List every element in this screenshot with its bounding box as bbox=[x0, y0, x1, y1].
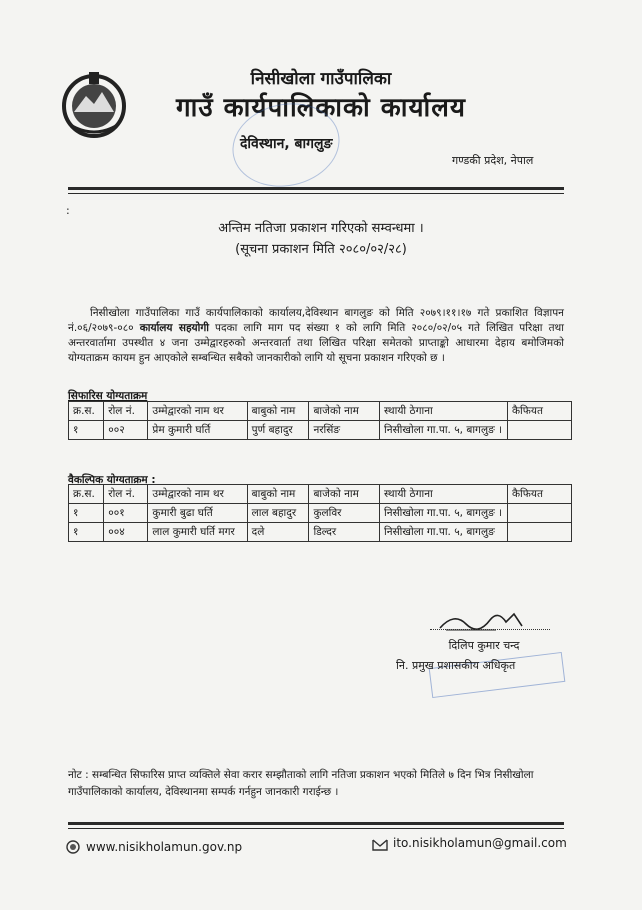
cell-grandfather: डिल्दर bbox=[309, 523, 380, 542]
body-part2: पदका लागि माग पद संख्या १ को लागि मिति २०८०/०२/०५ गते लिखित परिक्षा तथा अन्तरवार्तामा उपस्थीत ४ जना उम्मेद्वारहरुको अन्तरवार्ता तथा लिखित परिक्षा समेतको प्राप्ताङ्को आधारमा देहाय बमोजिमको योग्यताक्रम कायम हुन आएकोले सम्बन्धित सबैको जानकारीको लागि यो सूचना प्रकाशन गरिएको छ । bbox=[68, 322, 564, 364]
notice-subject bbox=[0, 218, 642, 260]
website-link[interactable]: www.nisikholamun.gov.np bbox=[86, 840, 243, 854]
cell-remarks bbox=[507, 421, 571, 440]
cell-father: लाल बहादुर bbox=[247, 504, 309, 523]
handwritten-signature bbox=[436, 608, 528, 636]
col-sn: क्र.स. bbox=[69, 402, 104, 421]
header-divider-thin bbox=[68, 193, 564, 194]
notice-body bbox=[68, 306, 564, 366]
col-name: उम्मेद्वारको नाम थर bbox=[148, 485, 247, 504]
col-address: स्थायी ठेगाना bbox=[380, 485, 508, 504]
cell-name: लाल कुमारी घर्ति मगर bbox=[148, 523, 247, 542]
table-header-row bbox=[69, 402, 572, 421]
table-header-row bbox=[69, 485, 572, 504]
office-address: देविस्थान, बागलुङ bbox=[240, 136, 333, 152]
notice-note: नोट : सम्बन्धित सिफारिस प्राप्त व्यक्तिले सेवा करार सम्झौताको लागि नतिजा प्रकाशन भएको मितिले ७ दिन भित्र निसीखोला गाउँपालिकाको कार्यालय, देविस्थानमा सम्पर्क गर्नहुन जानकारी गराईन्छ । bbox=[68, 769, 534, 798]
cell-roll: ००४ bbox=[104, 523, 148, 542]
email-link[interactable]: ito.nisikholamun@gmail.com bbox=[393, 836, 567, 850]
cell-roll: ००२ bbox=[104, 421, 148, 440]
publication-date-line: (सूचना प्रकाशन मिति २०८०/०२/२८) bbox=[235, 242, 407, 257]
table-row bbox=[69, 504, 572, 523]
cell-sn: १ bbox=[69, 504, 104, 523]
col-sn: क्र.स. bbox=[69, 485, 104, 504]
cell-father: पुर्ण बहादुर bbox=[247, 421, 309, 440]
alternate-table bbox=[68, 484, 572, 542]
col-remarks: कैफियत bbox=[507, 402, 571, 421]
col-grandfather: बाजेको नाम bbox=[309, 485, 380, 504]
signer-name: दिलिप कुमार चन्द bbox=[448, 639, 520, 652]
cell-address: निसीखोला गा.पा. ५, बागलुङ bbox=[380, 523, 508, 542]
cell-address: निसीखोला गा.पा. ५, बागलुङ । bbox=[380, 504, 508, 523]
envelope-icon bbox=[372, 839, 388, 851]
signer-title: नि. प्रमुख प्रशासकीय अधिकृत bbox=[396, 659, 516, 672]
cell-remarks bbox=[507, 523, 571, 542]
reference-colon: : bbox=[66, 204, 70, 217]
recommended-table bbox=[68, 401, 572, 440]
cell-father: दले bbox=[247, 523, 309, 542]
signature-line bbox=[430, 629, 550, 630]
cell-grandfather: नरसिंङ bbox=[309, 421, 380, 440]
cell-grandfather: कुलविर bbox=[309, 504, 380, 523]
globe-emblem-icon bbox=[66, 840, 80, 854]
office-name: निसीखोला गाउँपालिका bbox=[250, 69, 392, 89]
cell-name: प्रेम कुमारी घर्ति bbox=[148, 421, 247, 440]
cell-remarks bbox=[507, 504, 571, 523]
table-row bbox=[69, 523, 572, 542]
table-row bbox=[69, 421, 572, 440]
footer-divider bbox=[68, 822, 564, 825]
col-roll: रोल नं. bbox=[104, 485, 148, 504]
col-grandfather: बाजेको नाम bbox=[309, 402, 380, 421]
col-roll: रोल नं. bbox=[104, 402, 148, 421]
col-address: स्थायी ठेगाना bbox=[380, 402, 508, 421]
cell-address: निसीखोला गा.पा. ५, बागलुङ । bbox=[380, 421, 508, 440]
cell-sn: १ bbox=[69, 523, 104, 542]
col-name: उम्मेद्वारको नाम थर bbox=[148, 402, 247, 421]
col-father: बाबुको नाम bbox=[247, 402, 309, 421]
col-remarks: कैफियत bbox=[507, 485, 571, 504]
col-father: बाबुको नाम bbox=[247, 485, 309, 504]
header-divider bbox=[68, 187, 564, 190]
body-part1: निसीखोला गाउँपालिका गाउँ कार्यपालिकाको कार्यालय,देविस्थान बागलुङ को मिति २०७९।११।१७ गते प्रकाशित विज्ञापन नं.०६/२०७९-०८० bbox=[68, 307, 564, 334]
footer-divider-thin bbox=[68, 828, 564, 829]
province-label: गण्डकी प्रदेश, नेपाल bbox=[452, 154, 534, 167]
office-title: गाउँ कार्यपालिकाको कार्यालय bbox=[176, 93, 466, 123]
alternate-heading: वैकल्पिक योग्यताक्रम : bbox=[68, 474, 156, 486]
cell-name: कुमारी बुढा घर्ति bbox=[148, 504, 247, 523]
subject-line: अन्तिम नतिजा प्रकाशन गरिएको सम्वन्धमा । bbox=[218, 221, 424, 236]
recommended-heading: सिफारिस योग्यताक्रम bbox=[68, 390, 148, 402]
post-name: कार्यालय सहयोगी bbox=[139, 322, 209, 334]
cell-sn: १ bbox=[69, 421, 104, 440]
cell-roll: ००१ bbox=[104, 504, 148, 523]
